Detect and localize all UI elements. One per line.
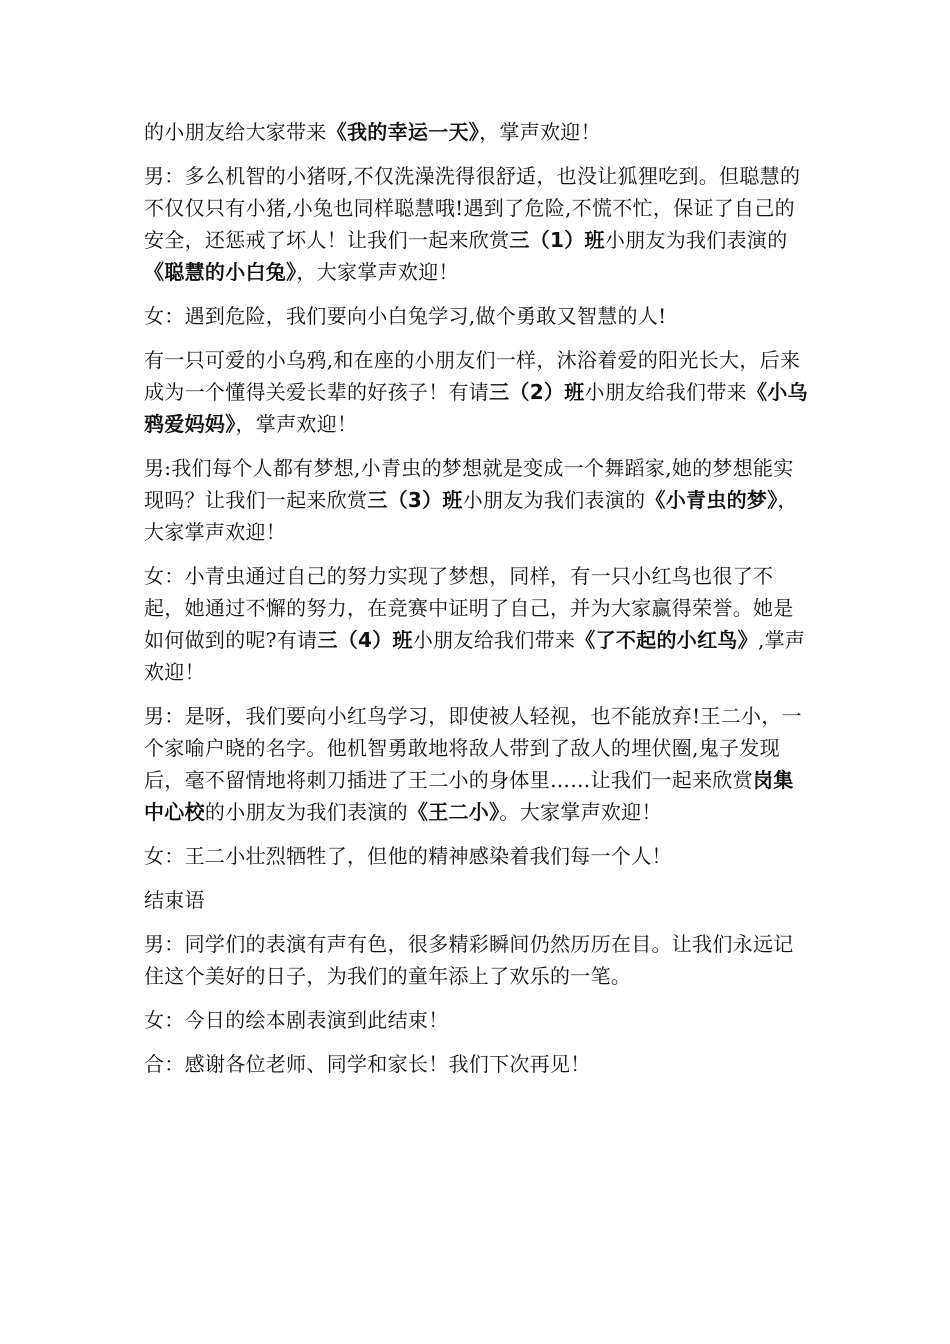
- paragraph-text: 女：遇到危险，我们要向小白兔学习,做个勇敢又智慧的人!: [144, 304, 667, 328]
- script-paragraph: [144, 300, 808, 332]
- paragraph-text: 的小朋友为我们表演的: [204, 800, 408, 824]
- bold-text: 《小青虫的梦》: [645, 488, 778, 512]
- bold-text: 《王二小》: [407, 800, 500, 824]
- paragraph-text: ，掌声欢迎！: [479, 120, 601, 144]
- bold-text: 岗集中心校: [144, 768, 794, 824]
- script-paragraph: [144, 1004, 808, 1036]
- bold-text: 三（2）班: [489, 380, 585, 404]
- bold-text: 《聪慧的小白兔》: [144, 260, 297, 284]
- script-paragraph: [144, 344, 808, 440]
- script-paragraph: [144, 884, 808, 916]
- paragraph-text: 合：感谢各位老师、同学和家长！我们下次再见！: [144, 1052, 591, 1076]
- paragraph-text: 。大家掌声欢迎！: [499, 800, 662, 824]
- bold-text: 《我的幸运一天》: [326, 120, 480, 144]
- paragraph-text: 男：是呀，我们要向小红鸟学习，即使被人轻视，也不能放弃!王二小，一个家喻户晓的名字。他机智勇敢地将敌人带到了敌人的埋伏圈,鬼子发现后，毫不留情地将刺刀插进了王二小的身体里……让我们一起来欣赏: [144, 704, 802, 792]
- paragraph-text: 男：同学们的表演有声有色，很多精彩瞬间仍然历历在目。让我们永远记住这个美好的日子，为我们的童年添上了欢乐的一笔。: [144, 932, 794, 988]
- paragraph-text: 男：多么机智的小猪呀,不仅洗澡洗得很舒适，也没让狐狸吃到。但聪慧的不仅仅只有小猪,小兔也同样聪慧哦!遇到了危险,不慌不忙，保证了自己的安全，还惩戒了坏人！让我们一起来欣赏: [144, 164, 801, 252]
- bold-text: 《小乌鸦爱妈妈》: [144, 380, 808, 436]
- paragraph-text: 小朋友为我们表演的: [604, 228, 788, 252]
- bold-text: 三（1）班: [509, 228, 605, 252]
- paragraph-text: ，掌声欢迎！: [235, 412, 358, 436]
- script-paragraph: [144, 840, 808, 872]
- bold-text: 三（4）班: [317, 628, 413, 652]
- paragraph-text: 小朋友为我们表演的: [462, 488, 646, 512]
- script-paragraph: [144, 560, 808, 688]
- script-paragraph: [144, 160, 808, 288]
- script-paragraph: [144, 928, 808, 992]
- paragraph-text: ,掌声欢迎！: [144, 628, 806, 684]
- paragraph-text: 小朋友给我们带来: [412, 628, 576, 652]
- paragraph-text: 小朋友给我们带来: [584, 380, 747, 404]
- script-paragraph: [144, 1048, 808, 1080]
- paragraph-text: 女：王二小壮烈牺牲了，但他的精神感染着我们每一个人！: [144, 844, 672, 868]
- paragraph-text: 男:我们每个人都有梦想,小青虫的梦想就是变成一个舞蹈家,她的梦想能实现吗？让我们一起来欣赏: [144, 456, 794, 512]
- document-body: [144, 116, 808, 1092]
- paragraph-text: 女：今日的绘本剧表演到此结束！: [144, 1008, 449, 1032]
- paragraph-text: 结束语: [144, 888, 205, 912]
- script-paragraph: [144, 116, 808, 148]
- script-paragraph: [144, 452, 808, 548]
- script-paragraph: [144, 700, 808, 828]
- bold-text: 三（3）班: [367, 488, 463, 512]
- paragraph-text: 有一只可爱的小乌鸦,和在座的小朋友们一样，沐浴着爱的阳光长大，后来成为一个懂得关爱长辈的好孩子！有请: [144, 348, 801, 404]
- paragraph-text: ，大家掌声欢迎！: [296, 260, 459, 284]
- paragraph-text: 的小朋友给大家带来: [144, 120, 327, 144]
- bold-text: 《了不起的小红鸟》: [575, 628, 758, 652]
- paragraph-text: ，大家掌声欢迎！: [144, 488, 798, 544]
- paragraph-text: 女：小青虫通过自己的努力实现了梦想，同样，有一只小红鸟也很了不起，她通过不懈的努力，在竞赛中证明了自己，并为大家赢得荣誉。她是如何做到的呢?有请: [144, 564, 794, 652]
